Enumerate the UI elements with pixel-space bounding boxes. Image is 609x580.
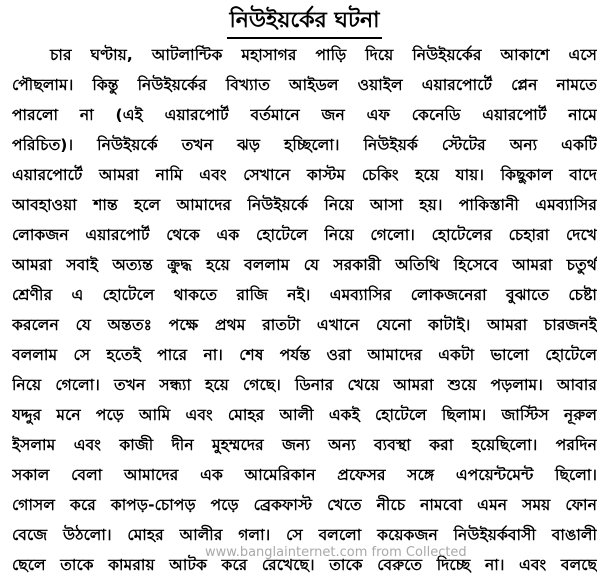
body-text bbox=[12, 40, 597, 580]
text-line-14: ইসলাম এবং কাজী দীন মুহম্মদের জন্য অন্য ব্যবস্থা করা হয়েছিলো। পরদিন bbox=[12, 436, 597, 454]
text-line-11: বললাম সে হতেই পারে না। শেষ পর্যন্ত ওরা আমাদের একটা ভালো হোটেলে bbox=[12, 346, 597, 364]
text-line-16: গোসল করে কাপড়-চোপড় পড়ে ব্রেকফাস্ট খেতে নীচে নামবো এমন সময় ফোন bbox=[12, 496, 597, 514]
text-line-9: শ্রেণীর এ হোটেলে থাকতে রাজি নই। এমব্যাসির লোকজনেরা বুঝাতে চেষ্টা bbox=[12, 286, 597, 304]
text-line-2: পৌছলাম। কিন্তু নিউইয়র্কের বিখ্যাত আইডল ওয়াইল এয়ারপোর্টে প্লেন নামতে bbox=[12, 76, 597, 94]
text-line-4: পরিচিত)। নিউইয়র্কে তখন ঝড় হচ্ছিলো। নিউইয়র্ক স্টেটের অন্য একটি bbox=[12, 136, 597, 154]
text-line-6: আবহাওয়া শান্ত হলে আমাদের নিউইয়র্কে নিয়ে আসা হয়। পাকিস্তানী এমব্যাসির bbox=[12, 196, 597, 214]
text-line-18: ছেলে তাকে কামরায় আটক করে রেখেছে। তাকে বেরুতে দিচ্ছে না। এবং বলছে bbox=[12, 556, 597, 574]
text-line-10: করলেন যে অন্ততঃ পক্ষে প্রথম রাতটা এখানে যেনো কাটাই। আমরা চারজনই bbox=[12, 316, 597, 334]
watermark-text: www.banglainternet.com from Collected bbox=[205, 545, 467, 560]
text-line-1: চার ঘণ্টায়, আটলান্টিক মহাসাগর পাড়ি দিয়ে নিউইয়র্কের আকাশে এসে bbox=[50, 46, 597, 64]
text-line-5: এয়ারপোর্টে আমরা নামি এবং সেখানে কাস্টম চেকিং হয়ে যায়। কিছুকাল বাদে bbox=[12, 166, 597, 184]
text-line-12: নিয়ে গেলো। তখন সন্ধ্যা হয়ে গেছে। ডিনার খেয়ে আমরা শুয়ে পড়লাম। আবার bbox=[12, 376, 597, 394]
text-line-7: লোকজন এয়ারপোর্ট থেকে এক হোটেলে নিয়ে গেলো। হোটেলের চেহারা দেখে bbox=[12, 226, 597, 244]
text-line-8: আমরা সবাই অত্যন্ত ক্রুদ্ধ হয়ে বললাম যে সরকারী অতিথি হিসেবে আমরা চতুর্থ bbox=[12, 256, 597, 274]
page-title bbox=[12, 6, 597, 36]
text-line-15: সকাল বেলা আমাদের এক আমেরিকান প্রফেসর সঙ্গে এপয়েন্টমেন্ট ছিলো। bbox=[12, 466, 597, 484]
text-line-13: যদ্দুর মনে পড়ে আমি এবং মোহর আলী একই হোটেলে ছিলাম। জাস্টিস নূরুল bbox=[12, 406, 597, 424]
text-line-17: বেজে উঠলো। মোহর আলীর গলা। সে বললো কয়েকজন নিউইয়র্কবাসী বাঙালী bbox=[12, 526, 597, 544]
text-line-3: পারলো না (এই এয়ারপোর্ট বর্তমানে জন এফ কেনেডি এয়ারপোর্ট নামে bbox=[12, 106, 597, 124]
title-text: নিউইয়র্কের ঘটনা bbox=[227, 6, 381, 39]
